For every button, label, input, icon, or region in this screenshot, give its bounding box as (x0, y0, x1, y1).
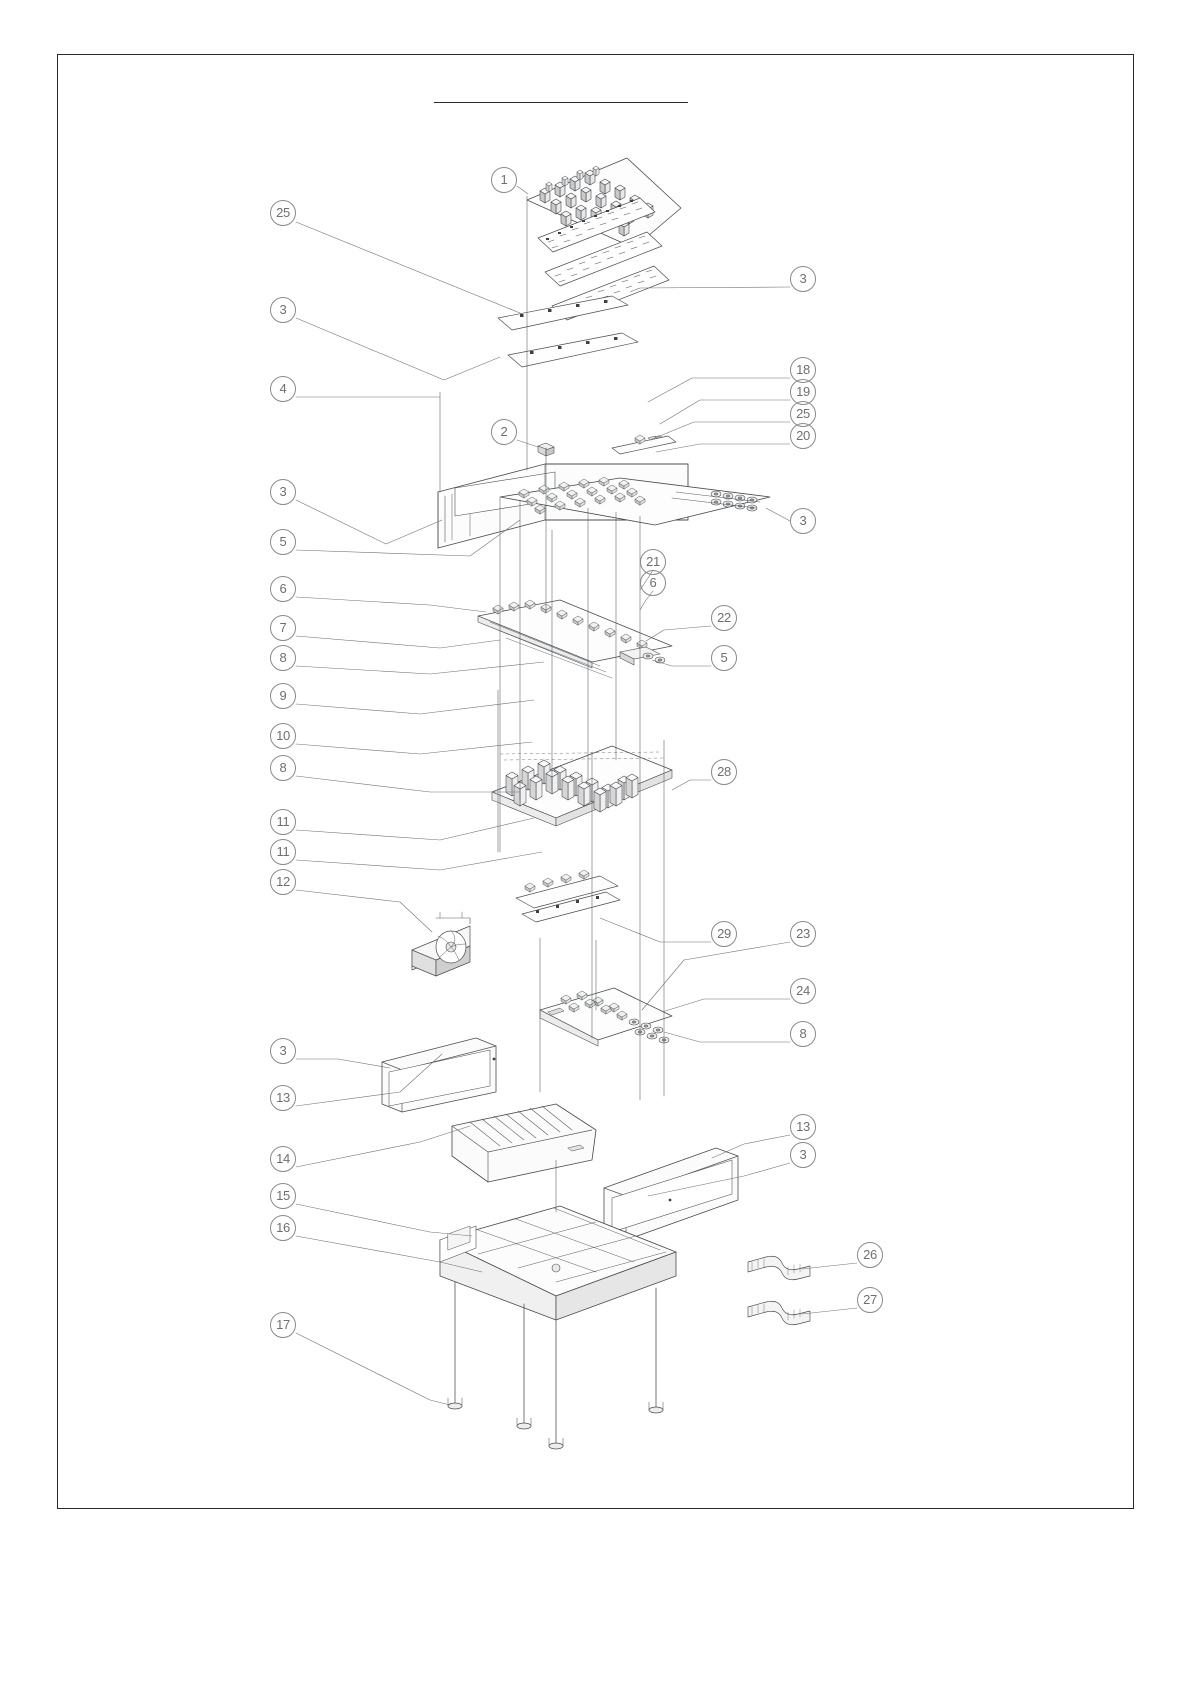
callout-balloon-12[interactable]: 12 (270, 869, 296, 895)
callout-balloon-21[interactable]: 21 (640, 549, 666, 575)
callout-balloon-26[interactable]: 26 (857, 1242, 883, 1268)
callout-balloon-25-a[interactable]: 25 (270, 200, 296, 226)
callout-balloon-4[interactable]: 4 (270, 376, 296, 402)
callout-balloon-3-d[interactable]: 3 (790, 508, 816, 534)
callout-balloon-3-f[interactable]: 3 (790, 1142, 816, 1168)
callout-balloon-24[interactable]: 24 (790, 978, 816, 1004)
title-underline-rule (434, 102, 688, 103)
callout-balloon-8-c[interactable]: 8 (790, 1021, 816, 1047)
callout-balloon-1[interactable]: 1 (491, 167, 517, 193)
callout-balloon-23[interactable]: 23 (790, 921, 816, 947)
callout-balloon-5-a[interactable]: 5 (270, 529, 296, 555)
callout-balloon-13-b[interactable]: 13 (790, 1114, 816, 1140)
callout-balloon-22[interactable]: 22 (711, 605, 737, 631)
callout-balloon-3-a[interactable]: 3 (790, 266, 816, 292)
callout-balloon-17[interactable]: 17 (270, 1312, 296, 1338)
callout-balloon-11-a[interactable]: 11 (270, 809, 296, 835)
callout-balloon-28[interactable]: 28 (711, 759, 737, 785)
callout-balloon-20[interactable]: 20 (790, 423, 816, 449)
callout-balloon-10[interactable]: 10 (270, 723, 296, 749)
callout-balloon-14[interactable]: 14 (270, 1146, 296, 1172)
callout-balloon-6-b[interactable]: 6 (270, 576, 296, 602)
callout-balloon-5-b[interactable]: 5 (711, 645, 737, 671)
callout-balloon-25-b[interactable]: 25 (790, 401, 816, 427)
callout-balloon-8-a[interactable]: 8 (270, 645, 296, 671)
callout-balloon-7[interactable]: 7 (270, 615, 296, 641)
callout-balloon-13-a[interactable]: 13 (270, 1085, 296, 1111)
callout-balloon-8-b[interactable]: 8 (270, 755, 296, 781)
drawing-frame-border (57, 54, 1134, 1509)
callout-balloon-19[interactable]: 19 (790, 379, 816, 405)
callout-balloon-9[interactable]: 9 (270, 683, 296, 709)
callout-balloon-27[interactable]: 27 (857, 1287, 883, 1313)
callout-balloon-3-c[interactable]: 3 (270, 479, 296, 505)
callout-balloon-16[interactable]: 16 (270, 1215, 296, 1241)
callout-balloon-2[interactable]: 2 (491, 419, 517, 445)
callout-balloon-11-b[interactable]: 11 (270, 839, 296, 865)
callout-balloon-15[interactable]: 15 (270, 1183, 296, 1209)
callout-balloon-3-b[interactable]: 3 (270, 297, 296, 323)
callout-balloon-3-e[interactable]: 3 (270, 1038, 296, 1064)
callout-balloon-6-a[interactable]: 6 (640, 570, 666, 596)
callout-balloon-18[interactable]: 18 (790, 357, 816, 383)
callout-balloon-29[interactable]: 29 (711, 921, 737, 947)
